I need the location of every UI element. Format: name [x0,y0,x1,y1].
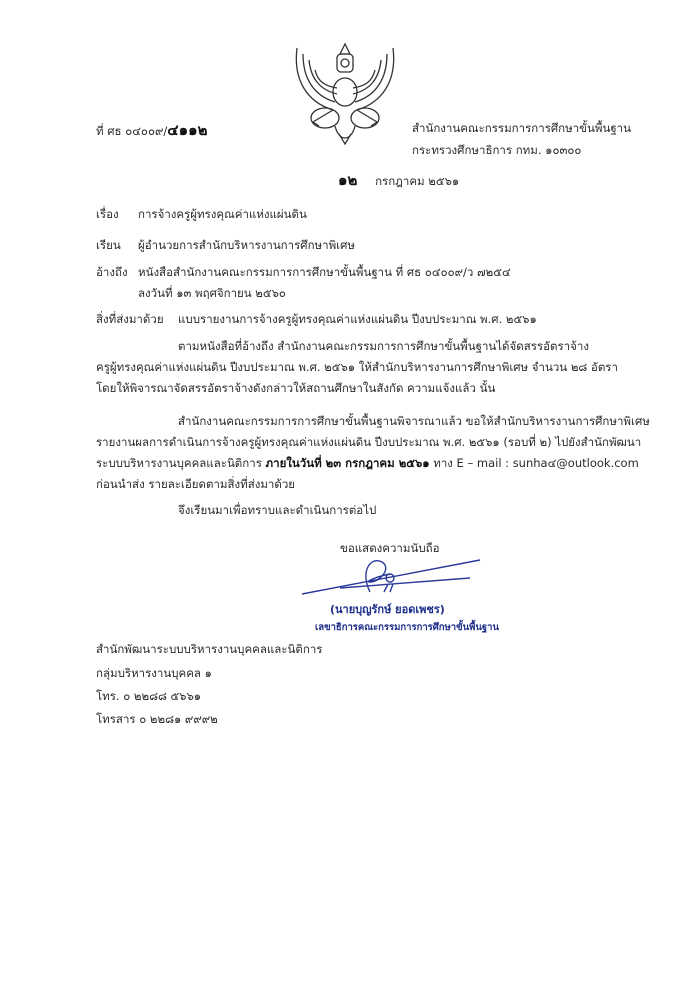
closing-line: จึงเรียนมาเพื่อทราบและดำเนินการต่อไป [178,503,377,517]
body-para2-line4: ก่อนนำส่ง รายละเอียดตามสิ่งที่ส่งมาด้วย [96,477,296,491]
document-date [338,168,459,192]
signer-name: (นายบุญรักษ์ ยอดเพชร) [330,603,445,616]
email-text: ทาง E – mail : sunha๔@outlook.com [429,456,639,470]
footer-group: กลุ่มบริหารงานบุคคล ๑ [96,666,212,680]
document-number-handwritten: ๔๑๑๒ [167,121,208,139]
date-month-year: กรกฎาคม ๒๕๖๑ [375,174,460,188]
date-day-handwritten: ๑๒ [338,171,358,189]
subject-label: เรื่อง [96,207,119,221]
enclosure-value: แบบรายงานการจ้างครูผู้ทรงคุณค่าแห่งแผ่นดิน ปีงบประมาณ พ.ศ. ๒๕๖๑ [178,312,537,326]
reference-line1: หนังสือสำนักงานคณะกรรมการการศึกษาขั้นพื้นฐาน ที่ ศธ ๐๔๐๐๙/ว ๗๒๕๔ [138,265,511,279]
org-address: กระทรวงศึกษาธิการ กทม. ๑๐๓๐๐ [412,143,582,157]
to-label: เรียน [96,238,121,252]
document-number [96,118,208,142]
org-name: สำนักงานคณะกรรมการการศึกษาขั้นพื้นฐาน [412,121,631,135]
handwritten-signature-icon [300,552,490,605]
body-para1-line2: ครูผู้ทรงคุณค่าแห่งแผ่นดิน ปีงบประมาณ พ.ศ. ๒๕๖๑ ให้สำนักบริหารงานการศึกษาพิเศษ จำนวน ๒๘ อัตรา [96,360,618,374]
reference-line2: ลงวันที่ ๑๓ พฤศจิกายน ๒๕๖๐ [138,286,286,300]
footer-fax: โทรสาร ๐ ๒๒๘๑ ๙๙๙๒ [96,712,218,726]
garuda-emblem-icon [285,30,405,150]
salutation: ขอแสดงความนับถือ [340,541,440,555]
document-number-prefix: ที่ ศธ ๐๔๐๐๙/ [96,124,168,138]
reference-row [96,264,511,282]
body-para2-line3 [96,455,639,473]
body-para2-line2: รายงานผลการดำเนินการจ้างครูผู้ทรงคุณค่าแห่งแผ่นดิน ปีงบประมาณ พ.ศ. ๒๕๖๑ (รอบที่ ๒) ไปยังสำนักพัฒนา [96,435,642,449]
enclosure-label: สิ่งที่ส่งมาด้วย [96,312,164,326]
para2-line3-pre: ระบบบริหารงานบุคคลและนิติการ [96,456,266,470]
body-para1-line1: ตามหนังสือที่อ้างถึง สำนักงานคณะกรรมการการศึกษาขั้นพื้นฐานได้จัดสรรอัตราจ้าง [178,339,589,353]
body-para1-line3: โดยให้พิจารณาจัดสรรอัตราจ้างดังกล่าวให้สถานศึกษาในสังกัด ความแจ้งแล้ว นั้น [96,381,496,395]
deadline-text: ภายในวันที่ ๒๓ กรกฎาคม ๒๕๖๑ [265,456,430,470]
footer-office: สำนักพัฒนาระบบบริหารงานบุคคลและนิติการ [96,642,323,656]
body-para2-line1: สำนักงานคณะกรรมการการศึกษาขั้นพื้นฐานพิจารณาแล้ว ขอให้สำนักบริหารงานการศึกษาพิเศษ [178,414,650,428]
subject-value: การจ้างครูผู้ทรงคุณค่าแห่งแผ่นดิน [138,207,307,221]
signer-title: เลขาธิการคณะกรรมการการศึกษาขั้นพื้นฐาน [315,622,499,633]
subject-row [96,206,307,224]
reference-label: อ้างถึง [96,265,128,279]
to-value: ผู้อำนวยการสำนักบริหารงานการศึกษาพิเศษ [138,238,355,252]
to-row [96,237,355,255]
enclosure-row [96,311,537,329]
footer-phone: โทร. ๐ ๒๒๘๘ ๕๖๖๑ [96,689,202,703]
